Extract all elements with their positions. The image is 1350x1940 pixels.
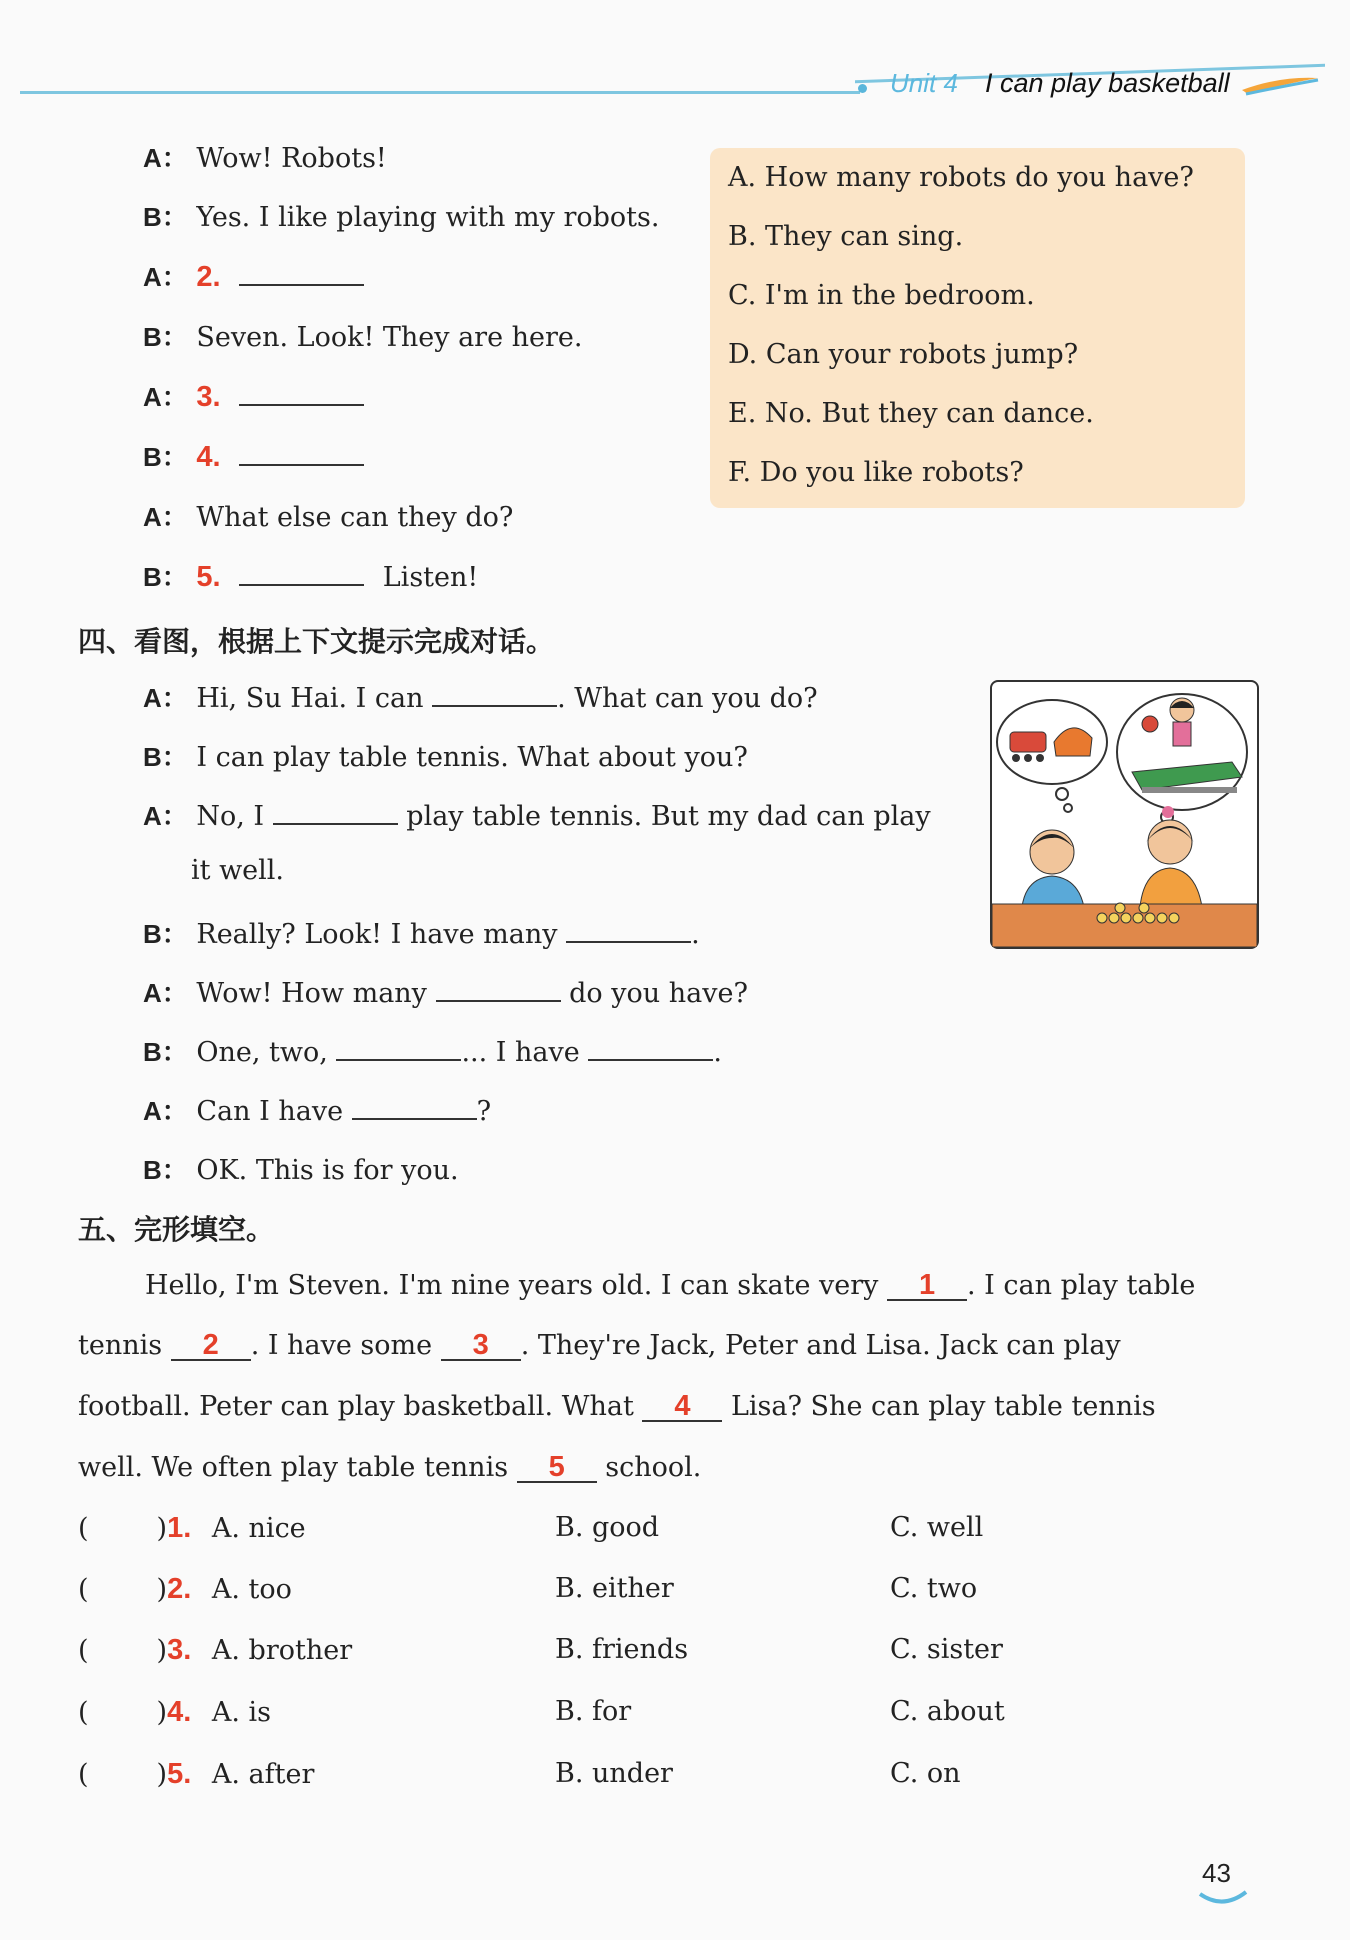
s4-line-9 <box>143 1150 459 1187</box>
header-dot-icon <box>858 84 867 93</box>
passage-text: . I have some <box>250 1330 433 1361</box>
section4-title: 四、看图，根据上下文提示完成对话。 <box>78 625 555 658</box>
speaker-label: A： <box>143 143 188 173</box>
dialogue-text: No, I <box>196 801 265 832</box>
answer-blank[interactable] <box>273 801 398 825</box>
question-number: 2. <box>196 261 221 293</box>
answer-paren-open[interactable]: ( <box>78 1759 89 1790</box>
speaker-label: B： <box>143 202 188 232</box>
option-f: F. Do you like robots? <box>728 457 1024 488</box>
choice-c: C. about <box>890 1696 1005 1727</box>
answer-blank[interactable] <box>588 1037 713 1061</box>
answer-paren-open[interactable]: ( <box>78 1574 89 1605</box>
cloze-blank[interactable]: 1 <box>887 1271 967 1301</box>
cloze-line-4 <box>78 1452 701 1483</box>
dialogue1-line-3 <box>143 257 364 294</box>
choice-a: A. brother <box>211 1635 353 1666</box>
dialogue-text: . <box>691 919 700 950</box>
dialogue-text: Wow! How many <box>196 978 427 1009</box>
choice-a: A. is <box>211 1697 272 1728</box>
s4-line-2 <box>143 737 748 774</box>
speaker-label: A： <box>143 262 188 292</box>
answer-blank[interactable] <box>566 919 691 943</box>
dialogue-text: I can play table tennis. What about you? <box>196 742 748 773</box>
page-number: 43 <box>1202 1858 1231 1888</box>
choice-c: C. two <box>890 1573 978 1604</box>
answer-blank[interactable] <box>239 442 364 466</box>
question-number: 2. <box>167 1573 192 1605</box>
choice-a: A. too <box>211 1574 292 1605</box>
children-illustration <box>992 682 1257 947</box>
dialogue-text: it well. <box>191 855 285 886</box>
dialogue-text: . What can you do? <box>557 683 818 714</box>
question-number: 1. <box>167 1512 192 1544</box>
question-row <box>78 1573 292 1606</box>
cloze-line-3 <box>78 1391 1156 1422</box>
passage-text: tennis <box>78 1330 163 1361</box>
page-swoosh-icon <box>1198 1888 1248 1908</box>
answer-blank[interactable] <box>432 683 557 707</box>
choice-b: B. good <box>555 1512 660 1543</box>
answer-blank[interactable] <box>352 1096 477 1120</box>
dialogue-text: Wow! Robots! <box>196 143 387 174</box>
answer-paren-close: ) <box>156 1574 168 1605</box>
answer-blank[interactable] <box>239 382 364 406</box>
passage-text: . They're Jack, Peter and Lisa. Jack can play <box>520 1330 1121 1361</box>
dialogue1-line-4 <box>143 317 582 354</box>
question-number: 3. <box>167 1634 192 1666</box>
header-unit: Unit 4 <box>890 68 958 98</box>
cloze-blank[interactable]: 3 <box>441 1331 521 1361</box>
dialogue-text: Really? Look! I have many <box>196 919 558 950</box>
speaker-label: A： <box>143 801 188 831</box>
answer-paren-open[interactable]: ( <box>78 1513 89 1544</box>
option-d: D. Can your robots jump? <box>728 339 1079 370</box>
options-box <box>710 148 1245 508</box>
speaker-label: B： <box>143 322 188 352</box>
passage-text: Lisa? She can play table tennis <box>730 1391 1156 1422</box>
option-e: E. No. But they can dance. <box>728 398 1094 429</box>
dialogue-text: ? <box>476 1096 492 1127</box>
speaker-label: B： <box>143 1037 188 1067</box>
question-number: 5. <box>196 561 221 593</box>
choice-b: B. for <box>555 1696 632 1727</box>
illustration-frame <box>990 680 1259 949</box>
question-number: 3. <box>196 381 221 413</box>
dialogue-text: Seven. Look! They are here. <box>196 322 583 353</box>
cloze-blank[interactable]: 4 <box>642 1392 722 1422</box>
dialogue1-line-1 <box>143 138 387 175</box>
dialogue1-line-6 <box>143 437 364 474</box>
speaker-label: A： <box>143 978 188 1008</box>
passage-text: school. <box>605 1452 702 1483</box>
swoosh-icon <box>1240 74 1320 96</box>
answer-paren-close: ) <box>156 1697 168 1728</box>
question-row <box>78 1512 306 1545</box>
choice-c: C. well <box>890 1512 984 1543</box>
cloze-line-1 <box>145 1270 1195 1301</box>
speaker-label: B： <box>143 742 188 772</box>
dialogue-text: play table tennis. But my dad can play <box>406 801 931 832</box>
header-title: I can play basketball <box>985 68 1230 98</box>
choice-c: C. on <box>890 1758 961 1789</box>
cloze-blank[interactable]: 5 <box>517 1453 597 1483</box>
passage-text: . I can play table <box>967 1270 1196 1301</box>
passage-text: Hello, I'm Steven. I'm nine years old. I can skate very <box>145 1270 879 1301</box>
answer-paren-close: ) <box>156 1759 168 1790</box>
cloze-blank[interactable]: 2 <box>171 1331 251 1361</box>
choice-a: A. nice <box>211 1513 306 1544</box>
dialogue-text: Listen! <box>382 562 479 593</box>
dialogue-text: What else can they do? <box>196 502 514 533</box>
answer-blank[interactable] <box>436 978 561 1002</box>
s4-line-3 <box>143 796 931 833</box>
passage-text: football. Peter can play basketball. What <box>78 1391 634 1422</box>
speaker-label: A： <box>143 502 188 532</box>
s4-line-6 <box>143 973 748 1010</box>
speaker-label: B： <box>143 442 188 472</box>
dialogue-text: do you have? <box>569 978 748 1009</box>
question-row <box>78 1696 271 1729</box>
option-b: B. They can sing. <box>728 221 964 252</box>
dialogue-text: Hi, Su Hai. I can <box>196 683 424 714</box>
speaker-label: B： <box>143 562 188 592</box>
cloze-line-2 <box>78 1330 1121 1361</box>
speaker-label: B： <box>143 1155 188 1185</box>
passage-text: well. We often play table tennis <box>78 1452 509 1483</box>
question-number: 4. <box>167 1696 192 1728</box>
answer-blank[interactable] <box>336 1037 461 1061</box>
dialogue1-line-8 <box>143 557 478 594</box>
dialogue1-line-2 <box>143 197 659 234</box>
question-row <box>78 1634 352 1667</box>
s4-line-7 <box>143 1032 722 1069</box>
answer-paren-open[interactable]: ( <box>78 1697 89 1728</box>
s4-line-5 <box>143 914 700 951</box>
dialogue-text: One, two, <box>196 1037 328 1068</box>
choice-b: B. under <box>555 1758 673 1789</box>
answer-blank[interactable] <box>239 262 364 286</box>
answer-paren-close: ) <box>156 1513 168 1544</box>
header-rule <box>20 91 860 94</box>
dialogue-text: OK. This is for you. <box>196 1155 459 1186</box>
dialogue-text: . <box>713 1037 722 1068</box>
s4-line-4 <box>191 855 284 886</box>
s4-line-8 <box>143 1091 491 1128</box>
dialogue1-line-5 <box>143 377 364 414</box>
answer-paren-close: ) <box>156 1635 168 1666</box>
speaker-label: B： <box>143 919 188 949</box>
choice-c: C. sister <box>890 1634 1003 1665</box>
option-a: A. How many robots do you have? <box>728 162 1194 193</box>
answer-paren-open[interactable]: ( <box>78 1635 89 1666</box>
option-c: C. I'm in the bedroom. <box>728 280 1035 311</box>
choice-b: B. either <box>555 1573 674 1604</box>
question-row <box>78 1758 314 1791</box>
question-number: 5. <box>167 1758 192 1790</box>
speaker-label: A： <box>143 683 188 713</box>
speaker-label: A： <box>143 1096 188 1126</box>
dialogue1-line-7 <box>143 497 513 534</box>
s4-line-1 <box>143 678 818 715</box>
choice-b: B. friends <box>555 1634 689 1665</box>
dialogue-text: Can I have <box>196 1096 344 1127</box>
choice-a: A. after <box>211 1759 315 1790</box>
speaker-label: A： <box>143 382 188 412</box>
section5-title: 五、完形填空。 <box>78 1213 275 1246</box>
answer-blank[interactable] <box>239 562 364 586</box>
dialogue-text: ... I have <box>461 1037 580 1068</box>
question-number: 4. <box>196 441 221 473</box>
dialogue-text: Yes. I like playing with my robots. <box>196 202 660 233</box>
